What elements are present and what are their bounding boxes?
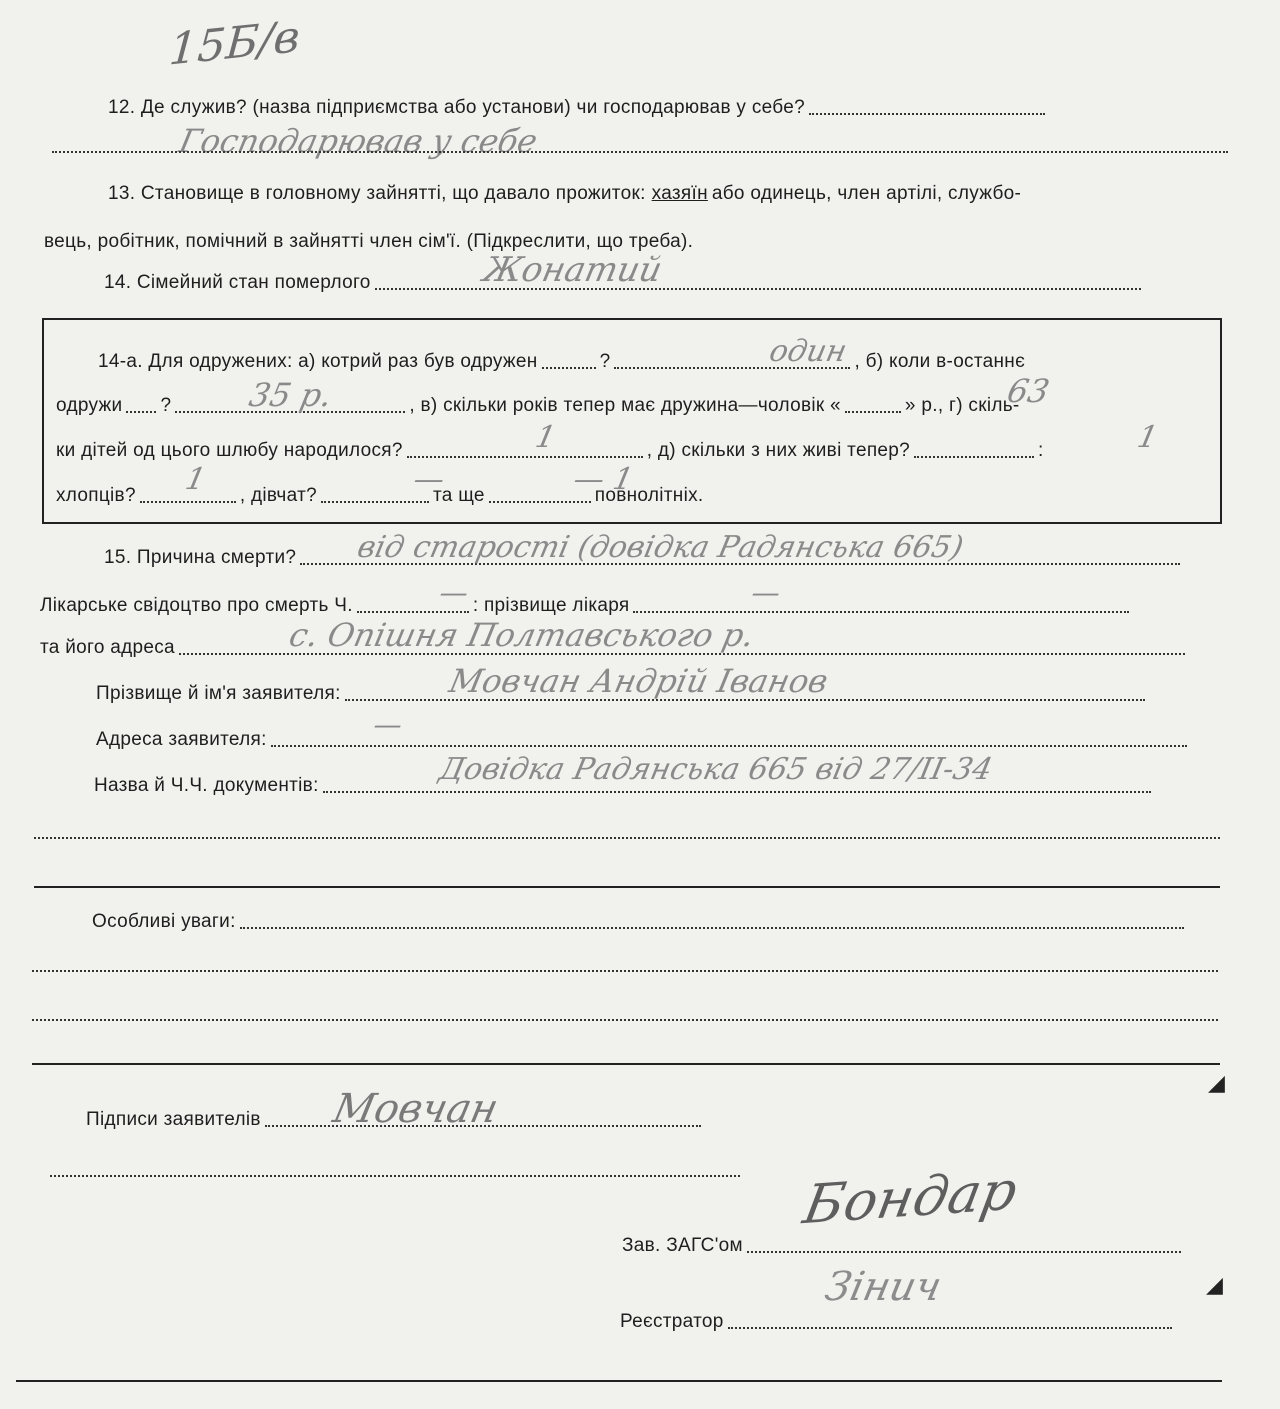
- q14a-d-answer-line: [407, 456, 643, 458]
- q15-label: 15. Причина смерти?: [104, 547, 297, 568]
- q14a-row-2: [56, 394, 1020, 418]
- q14-label: 14. Сімейний стан померлого: [104, 272, 371, 293]
- addr-label: та його адреса: [40, 637, 175, 658]
- docs-label: Назва й Ч.Ч. документів:: [94, 775, 319, 796]
- applicant-signature-line-2: [50, 1175, 740, 1177]
- q14-answer[interactable]: Жонатий: [479, 250, 666, 290]
- q14a-label-children: ки дітей од цього шлюбу народилося?: [56, 440, 403, 461]
- cert-number-line: [357, 611, 469, 613]
- q14a-e-answer-line: [914, 456, 1034, 458]
- q14a-row-1: [98, 350, 1025, 374]
- q14a-adults-answer[interactable]: — 1: [570, 462, 637, 497]
- cert-doctor-label: : прізвище лікаря: [472, 595, 630, 616]
- applicant-name-label: Прізвище й ім'я заявителя:: [96, 683, 341, 704]
- applicant-name-answer[interactable]: Мовчан Андрій Іванов: [445, 662, 832, 700]
- q14a-a-question-mark: ?: [599, 351, 611, 372]
- q14a-label-married-when: одружи: [56, 395, 123, 416]
- q14a-c-answer[interactable]: 63: [1003, 372, 1053, 410]
- q15-answer[interactable]: від старості (довідка Радянська 665): [354, 530, 967, 565]
- applicant-signature[interactable]: Мовчан: [329, 1086, 503, 1132]
- q14a-d-answer[interactable]: 1: [532, 420, 559, 455]
- q14a-girls-answer[interactable]: —: [410, 462, 448, 497]
- applicant-addr-row: [96, 728, 1191, 752]
- q14a-boys-answer[interactable]: 1: [182, 462, 209, 497]
- q14a-label-girls: , дівчат?: [239, 485, 317, 506]
- q14a-b-question-mark: ?: [160, 395, 172, 416]
- docs-line: [323, 791, 1151, 793]
- q14a-label-more: та ще: [432, 485, 485, 506]
- notes-line-1: [240, 927, 1184, 929]
- q14a-girls-line: [321, 501, 429, 503]
- q12-fill-line: [809, 113, 1045, 115]
- q14a-label-boys: хлопців?: [56, 485, 136, 506]
- applicant-addr-label: Адреса заявителя:: [96, 729, 267, 750]
- docs-answer[interactable]: Довідка Радянська 665 від 27/ІІ-34: [436, 752, 996, 787]
- applicant-signature-label: Підписи заявителів: [86, 1109, 261, 1130]
- applicant-addr-answer[interactable]: —: [370, 708, 406, 741]
- q12-answer-line: [52, 151, 1228, 153]
- head-signature[interactable]: Бондар: [798, 1158, 1022, 1237]
- q14a-a-answer[interactable]: один: [766, 334, 850, 369]
- q14a-b-fill-line: [126, 411, 156, 413]
- notes-row: [92, 910, 1188, 934]
- q14a-adult-line: [489, 501, 591, 503]
- notes-label: Особливі уваги:: [92, 911, 236, 932]
- registrar-signature[interactable]: Зінич: [821, 1264, 946, 1310]
- addr-answer[interactable]: с. Опішня Полтавського р.: [285, 616, 758, 654]
- q14a-label-adults: повнолітніх.: [594, 485, 704, 506]
- notes-line-2: [32, 970, 1218, 972]
- q13-label-line2: вець, робітник, помічний в зайнятті член сім'ї. (Підкреслити, що треба).: [44, 231, 694, 252]
- applicant-addr-line: [271, 745, 1187, 747]
- q13-label-suffix: або одинець, член артілі, службо-: [711, 183, 1022, 204]
- q12-row: [108, 96, 1049, 120]
- registrar-signature-row: [620, 1310, 1176, 1334]
- binding-hole-mark-bottom: ◢: [1206, 1272, 1223, 1297]
- q13-option-owner-underlined[interactable]: хазяїн: [651, 183, 708, 204]
- q14a-c-answer-line: [845, 411, 901, 413]
- binding-hole-mark-top: ◢: [1208, 1070, 1225, 1095]
- section-divider-2: [32, 1063, 1220, 1065]
- docs-extra-line: [34, 837, 1220, 839]
- q14a-a-fill-line: [542, 367, 596, 369]
- q12-answer[interactable]: Господарював у себе: [175, 122, 541, 160]
- header-handwritten-number: 15Б/в: [167, 11, 302, 76]
- cert-number-answer[interactable]: —: [436, 576, 472, 609]
- q14a-e-answer[interactable]: 1: [1134, 420, 1161, 455]
- head-signature-row: [622, 1234, 1185, 1258]
- q13-label-prefix: 13. Становище в головному зайнятті, що давало прожиток:: [108, 183, 646, 204]
- q14a-label-alive: , д) скільки з них живі тепер?: [646, 440, 911, 461]
- q14a-label-d: » р., г) скіль-: [904, 395, 1020, 416]
- cert-doctor-line: [633, 611, 1129, 613]
- q14a-boys-line: [140, 501, 236, 503]
- q12-label: 12. Де служив? (назва підприємства або установи) чи господарював у себе?: [108, 97, 805, 118]
- q14a-label-b: , б) коли в-останнє: [854, 351, 1026, 372]
- cert-row: [40, 594, 1133, 618]
- notes-line-3: [32, 1019, 1218, 1021]
- cert-doctor-answer[interactable]: —: [748, 576, 784, 609]
- head-signature-label: Зав. ЗАГС'ом: [622, 1235, 743, 1256]
- q14a-label-a: 14-а. Для одружених: а) котрий раз був одружен: [98, 351, 538, 372]
- section-divider-1: [34, 886, 1220, 888]
- q14a-colon: :: [1038, 440, 1044, 461]
- q14a-label-c: , в) скільки років тепер має дружина—чоловік «: [409, 395, 841, 416]
- cert-label: Лікарське свідоцтво про смерть Ч.: [40, 595, 353, 616]
- registrar-signature-line: [728, 1327, 1172, 1329]
- q14a-b-answer[interactable]: 35 р.: [245, 376, 336, 414]
- bottom-divider: [16, 1380, 1222, 1382]
- q13-row-1: [108, 182, 1021, 206]
- registrar-signature-label: Реєстратор: [620, 1311, 724, 1332]
- head-signature-line: [747, 1251, 1181, 1253]
